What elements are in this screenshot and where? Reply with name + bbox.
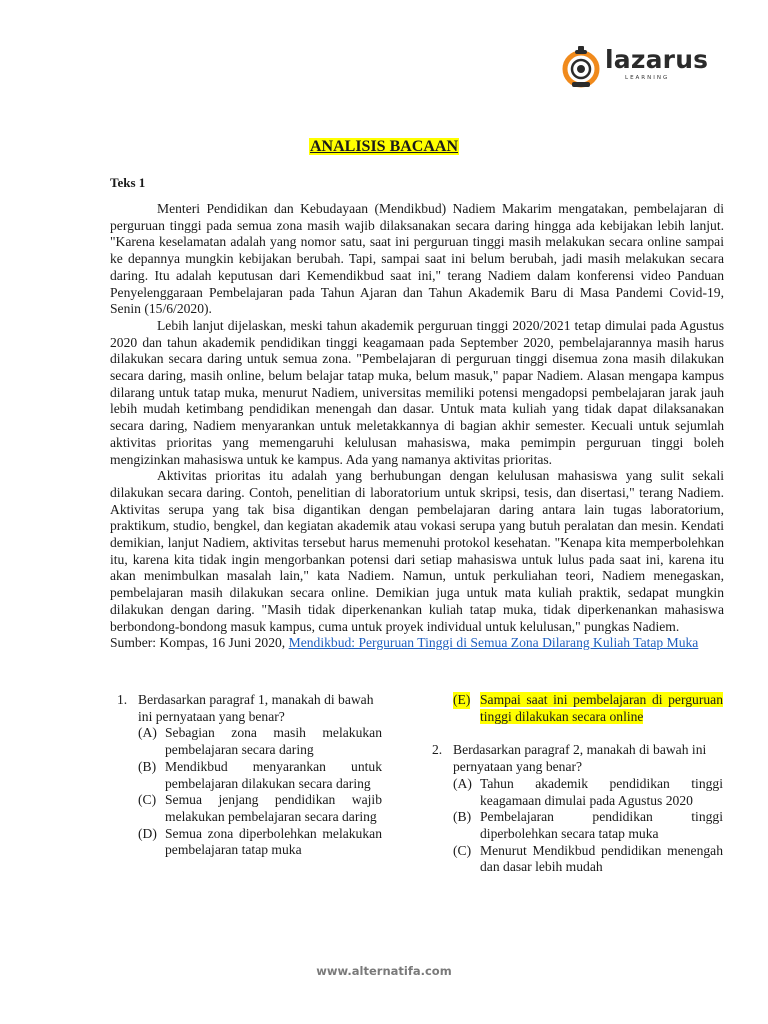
question-text: Berdasarkan paragraf 1, manakah di bawah ini pernyataan yang benar? — [138, 692, 374, 724]
option-letter: (C) — [138, 792, 157, 808]
question-text: Berdasarkan paragraf 2, manakah di bawah ini pernyataan yang benar? — [453, 742, 707, 775]
option-b[interactable] — [138, 759, 382, 792]
option-text: Semua zona diperbolehkan melakukan pembelajaran tatap muka — [165, 825, 382, 858]
option-a[interactable] — [453, 776, 723, 809]
robot-head-icon — [558, 44, 604, 90]
question-number: 2. — [432, 742, 443, 758]
option-list — [453, 776, 723, 876]
option-text: Mendikbud menyarankan untuk pembelajaran dilakukan secara daring — [165, 758, 382, 791]
footer-url: www.alternatifa.com — [316, 964, 452, 978]
option-letter: (A) — [453, 775, 472, 791]
option-text: Menurut Mendikbud pendidikan menengah dan dasar lebih mudah — [480, 842, 723, 875]
option-b[interactable] — [453, 809, 723, 842]
option-list — [138, 725, 382, 859]
question-column-right — [425, 692, 723, 876]
source-line — [110, 635, 724, 652]
option-letter: (C) — [453, 842, 472, 858]
source-prefix: Sumber: Kompas, 16 Juni 2020, — [110, 635, 289, 651]
question-number: 1. — [117, 692, 128, 707]
question-2 — [425, 742, 723, 876]
source-link[interactable]: Mendikbud: Perguruan Tinggi di Semua Zona Dilarang Kuliah Tatap Muka — [288, 635, 699, 651]
option-letter: (E) — [453, 692, 471, 707]
brand-logo — [558, 44, 709, 94]
article-body — [110, 201, 724, 652]
option-letter: (A) — [138, 725, 157, 741]
option-c[interactable] — [453, 843, 723, 876]
option-text: Tahun akademik pendidikan tinggi keagamaan dimulai pada Agustus 2020 — [480, 775, 723, 808]
article-paragraph-2: Lebih lanjut dijelaskan, meski tahun akademik perguruan tinggi 2020/2021 tetap dimulai pada Agustus 2020 dan tahun akademik pendidikan tinggi keagamaan pada September 2020, pembelajarannya masih harus dilakukan secara daring untuk semua zona. "Pembelajaran di perguruan tinggi disemua zona masih dilakukan secara daring, masih online, belum belajar tatap muka, belum masuk," papar Nadiem. Alasan mengapa kampus dilarang untuk tatap muka, menurut Nadiem, universitas memiliki potensi mengadopsi pembelajaran jarak jauh lebih mudah ketimbang pendidikan menengah dan dasar. Untuk mata kuliah yang tidak dapat dilaksanakan secara daring, Nadiem menyarankan untuk meletakkannya di bagian akhir semester. Kecuali untuk sejumlah aktivitas prioritas yang memengaruhi kelulusan mahasiswa, maka pemimpin perguruan tinggi boleh mengizinkan mahasiswa untuk ke kampus. Ada yang namanya aktivitas prioritas. — [110, 317, 724, 467]
page-title-text: ANALISIS BACAAN — [309, 138, 459, 155]
option-letter: (B) — [453, 809, 472, 825]
option-text: Pembelajaran pendidikan tinggi diperbolehkan secara tatap muka — [480, 809, 723, 841]
option-letter: (B) — [138, 758, 157, 774]
article-paragraph-3: Aktivitas prioritas itu adalah yang berhubungan dengan kelulusan mahasiswa yang sulit sekali dilakukan secara daring. Contoh, penelitian di laboratorium untuk skripsi, tesis, dan disertasi," terang Nadiem. Aktivitas serupa yang tak bisa digantikan dengan pembelajaran daring antara lain tugas laboratorium, praktikum, studio, bengkel, dan kegiatan akademik atau vokasi serupa yang butuh peralatan dan mesin. Kendati demikian, lanjut Nadiem, aktivitas tersebut harus memenuhi protokol kesehatan. "Kenapa kita memperbolehkan itu, karena kita tidak ingin mengorbankan potensi dari setiap mahasiswa untuk lulus pada saat ini, karena itu akan menimbulkan masalah lain," kata Nadiem. Namun, untuk perkuliahan teori, Nadiem menegaskan, pembelajaran masih dilakukan secara online. Demikian juga untuk mata kuliah praktik, sedapat mungkin dilakukan dengan daring. "Masih tidak diperkenankan kuliah tatap muka, tidak diperkenankan mahasiswa berbondong-bondong masuk kampus, cuma untuk proyek individual untuk kelulusan," pungkas Nadiem. — [110, 468, 724, 634]
option-e[interactable] — [425, 692, 723, 725]
article-paragraph-1: Menteri Pendidikan dan Kebudayaan (Mendikbud) Nadiem Makarim mengatakan, pembelajaran di perguruan tinggi pada semua zona masih wajib dilaksanakan secara daring hingga ada kebijakan lebih lanjut. "Karena keselamatan adalah yang nomor satu, saat ini perguruan tinggi masih melakukan secara online sampai ke depannya mungkin kebijakan berubah. Tapi, sampai saat ini belum berubah, jadi masih melakukan secara daring. Itu adalah keputusan dari Kemendikbud saat ini," terang Nadiem dalam konferensi video Panduan Penyelenggaraan Pembelajaran pada Tahun Ajaran dan Tahun Akademik Baru di Masa Pandemi Covid-19, Senin (15/6/2020). — [110, 201, 724, 317]
question-1 — [110, 692, 382, 859]
option-text-highlighted: Sampai saat ini pembelajaran di perguruan tinggi dilakukan secara online — [480, 692, 723, 724]
option-d[interactable] — [138, 826, 382, 859]
option-text: Sebagian zona masih melakukan pembelajaran secara daring — [165, 725, 382, 758]
option-letter: (D) — [138, 825, 157, 841]
page-title — [0, 138, 768, 156]
option-c[interactable] — [138, 792, 382, 825]
option-a[interactable] — [138, 725, 382, 758]
question-column-left — [110, 692, 382, 859]
option-text: Semua jenjang pendidikan wajib melakukan pembelajaran secara daring — [165, 792, 382, 824]
text-label: Teks 1 — [110, 175, 146, 190]
logo-wordmark: lazarus — [605, 45, 709, 74]
logo-tagline: LEARNING — [625, 75, 670, 81]
